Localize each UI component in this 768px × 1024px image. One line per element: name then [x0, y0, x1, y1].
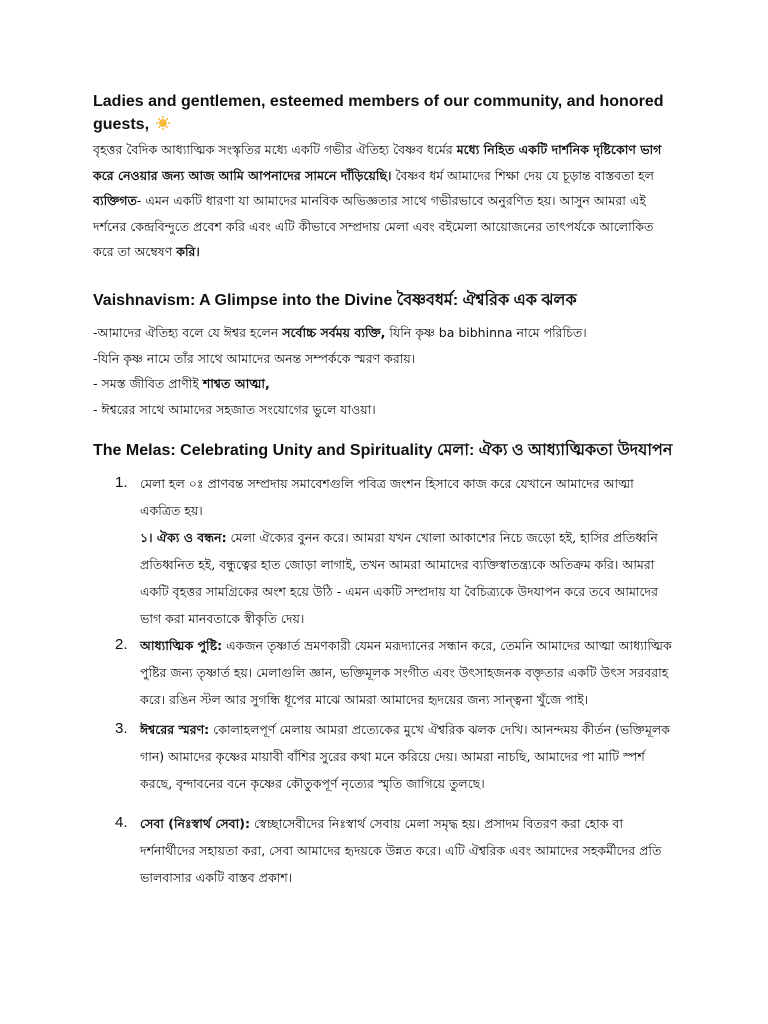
intro-bold-1: মধ্যে নিহিত একটি দার্শনিক দৃষ্টিকোণ ভাগ করে নেওয়ার জন্য আজ আমি আপনাদের সামনে দাঁড়িয়েছি। — [93, 142, 662, 183]
section-heading-melas: The Melas: Celebrating Unity and Spirituality মেলা: ঐক্য ও আধ্যাত্মিকতা উদযাপন — [93, 442, 673, 459]
intro-bold-3: করি। — [176, 244, 200, 259]
bullet-bold-text: শাশ্বত আত্মা, — [202, 376, 270, 391]
list-item-text: স্বেচ্ছাসেবীদের নিঃস্বার্থ সেবায় মেলা সমৃদ্ধ হয়। প্রসাদম বিতরণ করা হোক বা দর্শনার্থীদের সহায়তা করা, সেবা আমাদের হৃদয়কে উন্নত করে। এটি ঐশ্বরিক এবং আমাদের সহকর্মীদের প্রতি ভালবাসার একটি বাস্তব প্রকাশ। — [140, 816, 662, 885]
bullet-bold-text: সর্বোচ্চ সর্বময় ব্যক্তি, — [282, 325, 386, 340]
bullet-text: - সমস্ত জীবিত প্রাণীই — [93, 376, 203, 391]
bullet-text: -আমাদের ঐতিহ্য বলে যে ঈশ্বর হলেন — [93, 325, 283, 340]
list-number: 3. — [115, 720, 128, 737]
sub-point-unity — [140, 524, 675, 632]
vaishnavism-bullet-list — [93, 320, 683, 422]
list-number: 1. — [115, 474, 128, 491]
list-item-body — [140, 716, 675, 797]
intro-text-3: - এমন একটি ধারণা যা আমাদের মানবিক অভিজ্ঞতার সাথে গভীরভাবে অনুরণিত হয়। আসুন আমরা এই দর্শনের কেন্দ্রবিন্দুতে প্রবেশ করি এবং এটি কীভাবে সম্প্রদায় মেলা এবং বইমেলা আয়োজনের তাৎপর্যকে আলোকিত করে তা অম্বেষণ — [93, 193, 654, 259]
intro-bold-2: ব্যক্তিগত — [93, 193, 137, 208]
bullet-text: যিনি কৃষ্ণ ba bibhinna নামে পরিচিত। — [385, 325, 587, 340]
bullet-item: -যিনি কৃষ্ণ নামে তাঁর সাথে আমাদের অনন্ত সম্পর্ককে স্মরণ করায়। — [93, 350, 416, 366]
intro-paragraph — [93, 137, 673, 265]
sun-emoji-icon — [155, 115, 171, 131]
document-title — [93, 90, 683, 136]
bullet-item: - ঈশ্বরের সাথে আমাদের সহজাত সংযোগের ভুলে যাওয়া। — [93, 401, 376, 417]
list-item-label: ঈশ্বরের স্মরণ: — [140, 722, 210, 737]
list-item-body — [140, 470, 675, 632]
list-item-text: একজন তৃষ্ণার্ত ভ্রমণকারী যেমন মরূদ্যানের সন্ধান করে, তেমনি আমাদের আত্মা আধ্যাত্মিক পুষ্টির জন্য তৃষ্ণার্ত হয়। মেলাগুলি জ্ঞান, ভক্তিমূলক সংগীত এবং উৎসাহজনক বক্তৃতার একটি উৎস সরবরাহ করে। রঙিন স্টল আর সুগন্ধি ধূপের মাঝে আমরা আমাদের হৃদয়ের জন্য সান্ত্বনা খুঁজে পাই। — [140, 638, 672, 707]
list-item-text: মেলা হল ০ঃ প্রাণবন্ত সম্প্রদায় সমাবেশগুলি পবিত্র জংশন হিসাবে কাজ করে যেখানে আমাদের আত্মা একত্রিত হয়। — [140, 476, 634, 518]
sub-point-label: ১। ঐক্য ও বন্ধন: — [140, 530, 227, 545]
list-item-label: আধ্যাত্মিক পুষ্টি: — [140, 638, 223, 653]
list-number: 4. — [115, 814, 128, 831]
bullet-item — [93, 371, 683, 397]
list-item-text: কোলাহলপূর্ণ মেলায় আমরা প্রত্যেকের মুখে ঐশ্বরিক ঝলক দেখি। আনন্দময় কীর্তন (ভক্তিমূলক গান) আমাদের কৃষ্ণের মায়াবী বাঁশির সুরের কথা মনে করিয়ে দেয়। আমরা নাচছি, আমাদের পা মাটি স্পর্শ করছে, বৃন্দাবনের বনে কৃষ্ণের কৌতুকপূর্ণ নৃত্যের স্মৃতি জাগিয়ে তুলছে। — [140, 722, 670, 791]
list-item-body — [140, 632, 675, 713]
bullet-item — [93, 320, 683, 346]
title-text: Ladies and gentlemen, esteemed members of our community, and honored guests, — [93, 93, 664, 133]
intro-text-2: বৈষ্ণব ধর্ম আমাদের শিক্ষা দেয় যে চূড়ান্ত বাস্তবতা হল — [391, 167, 654, 183]
list-number: 2. — [115, 636, 128, 653]
list-item-label: সেবা (নিঃস্বার্থ সেবা): — [140, 816, 250, 831]
list-item-body — [140, 810, 675, 891]
sub-point-text: মেলা ঐক্যের বুনন করে। আমরা যখন খোলা আকাশের নিচে জড়ো হই, হাসির প্রতিধ্বনি প্রতিধ্বনিত হই, বন্ধুত্বের হাত জোড়া লাগাই, তখন আমরা আমাদের ব্যক্তিস্বাতন্ত্র্যকে অতিক্রম করি। আমরা একটি বৃহত্তর সামগ্রিকের অংশ হয়ে উঠি - এমন একটি সম্প্রদায় যা বৈচিত্র্যকে উদযাপন করে তবে আমাদের ভাগ করা মানবতাকে স্বীকৃতি দেয়। — [140, 530, 658, 626]
intro-text-1: বৃহত্তর বৈদিক আধ্যাত্মিক সংস্কৃতির মধ্যে একটি গভীর ঐতিহ্য বৈষ্ণব ধর্মের — [93, 142, 457, 157]
section-heading-vaishnavism: Vaishnavism: A Glimpse into the Divine বৈষ্ণবধর্ম: ঐশ্বরিক এক ঝলক — [93, 292, 577, 309]
